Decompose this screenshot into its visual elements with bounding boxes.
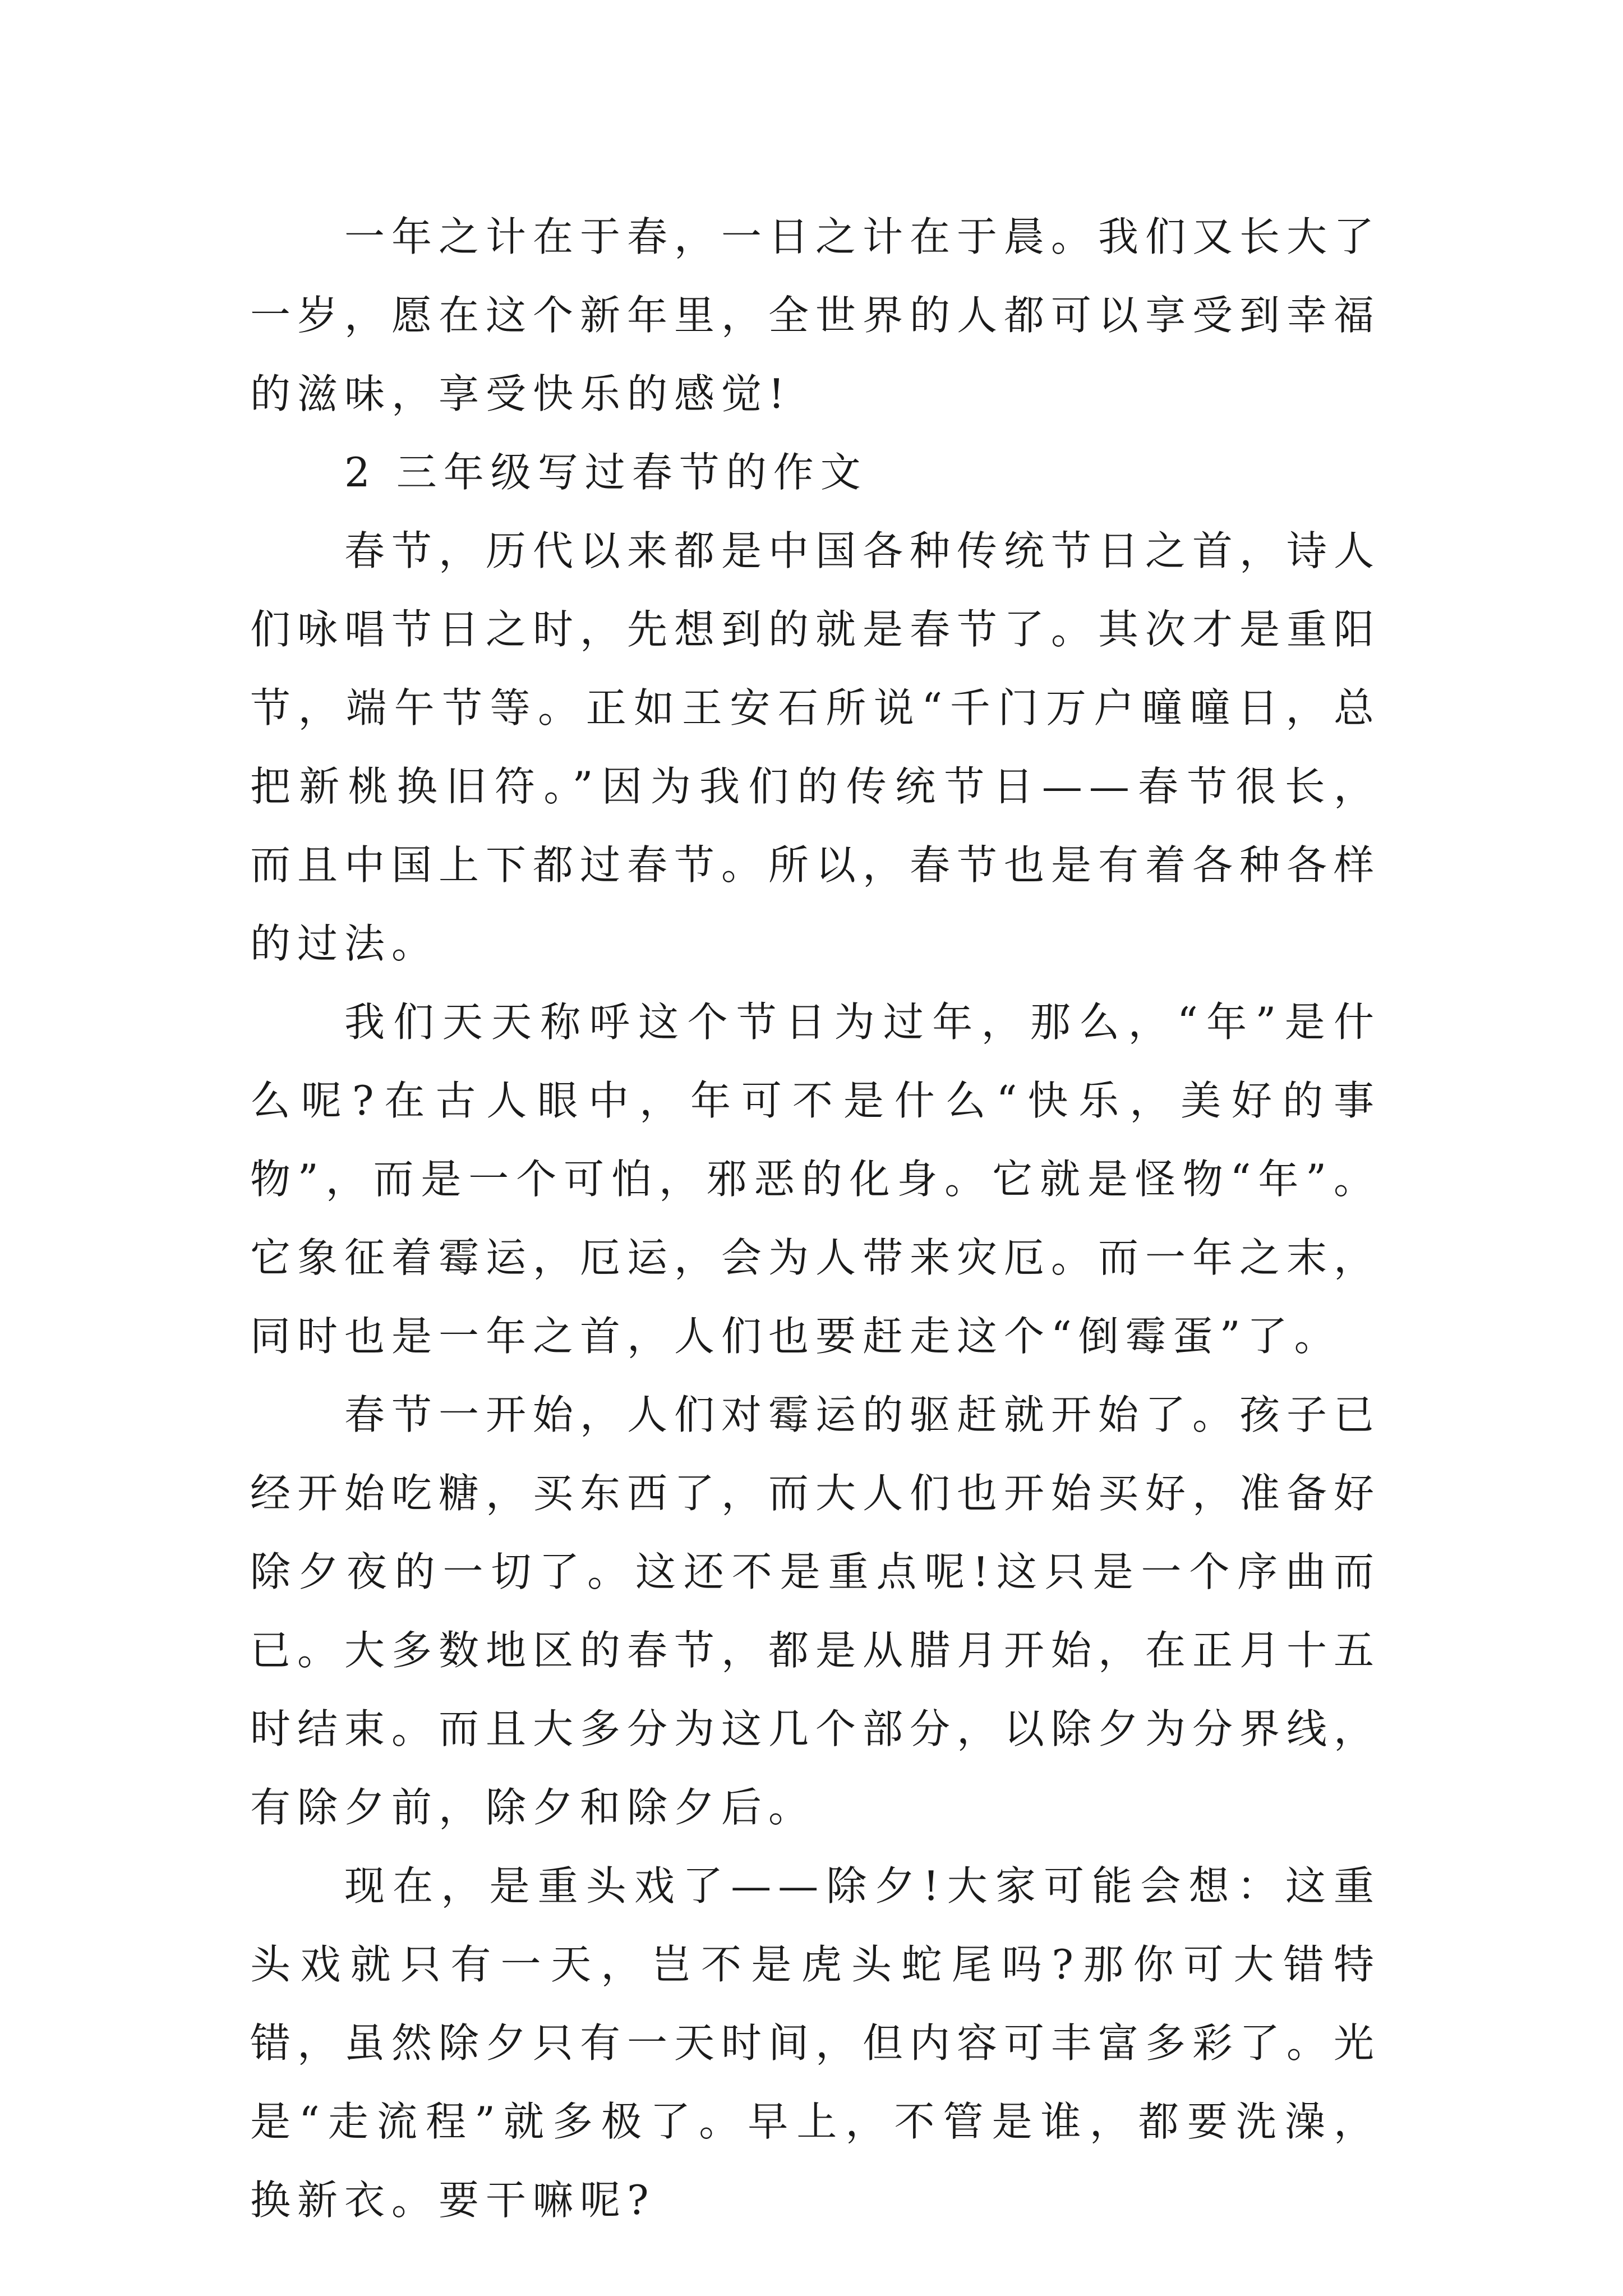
paragraph-spring-festival-intro: 春节，历代以来都是中国各种传统节日之首，诗人们咏唱节日之时，先想到的就是春节了。其次才是重阳节，端午节等。正如王安石所说“千门万户曈曈日，总把新桃换旧符。”因为我们的传统节日——春节很长，而且中国上下都过春节。所以，春节也是有着各种各样的过法。 <box>250 527 1381 967</box>
paragraph-festival-start: 春节一开始，人们对霉运的驱赶就开始了。孩子已经开始吃糖，买东西了，而大人们也开始买好，准备好除夕夜的一切了。这还不是重点呢!这只是一个序曲而已。大多数地区的春节，都是从腊月开始，在正月十五时结束。而且大多分为这几个部分，以除夕为分界线，有除夕前，除夕和除夕后。 <box>250 1391 1381 1831</box>
document-body <box>250 197 1381 2239</box>
paragraph-nian-monster: 我们天天称呼这个节日为过年，那么，“年”是什么呢?在古人眼中，年可不是什么“快乐，美好的事物”，而是一个可怕，邪恶的化身。它就是怪物“年”。它象征着霉运，厄运，会为人带来灾厄。而一年之末，同时也是一年之首，人们也要赶走这个“倒霉蛋”了。 <box>250 999 1381 1360</box>
paragraph-new-year-wish: 一年之计在于春，一日之计在于晨。我们又长大了一岁，愿在这个新年里，全世界的人都可以享受到幸福的滋味，享受快乐的感觉! <box>250 213 1381 417</box>
paragraph-new-years-eve: 现在，是重头戏了——除夕!大家可能会想：这重头戏就只有一天，岂不是虎头蛇尾吗?那你可大错特错，虽然除夕只有一天时间，但内容可丰富多彩了。光是“走流程”就多极了。早上，不管是谁，都要洗澡，换新衣。要干嘛呢? <box>250 1862 1381 2224</box>
section-heading: 2 三年级写过春节的作文 <box>344 449 868 496</box>
